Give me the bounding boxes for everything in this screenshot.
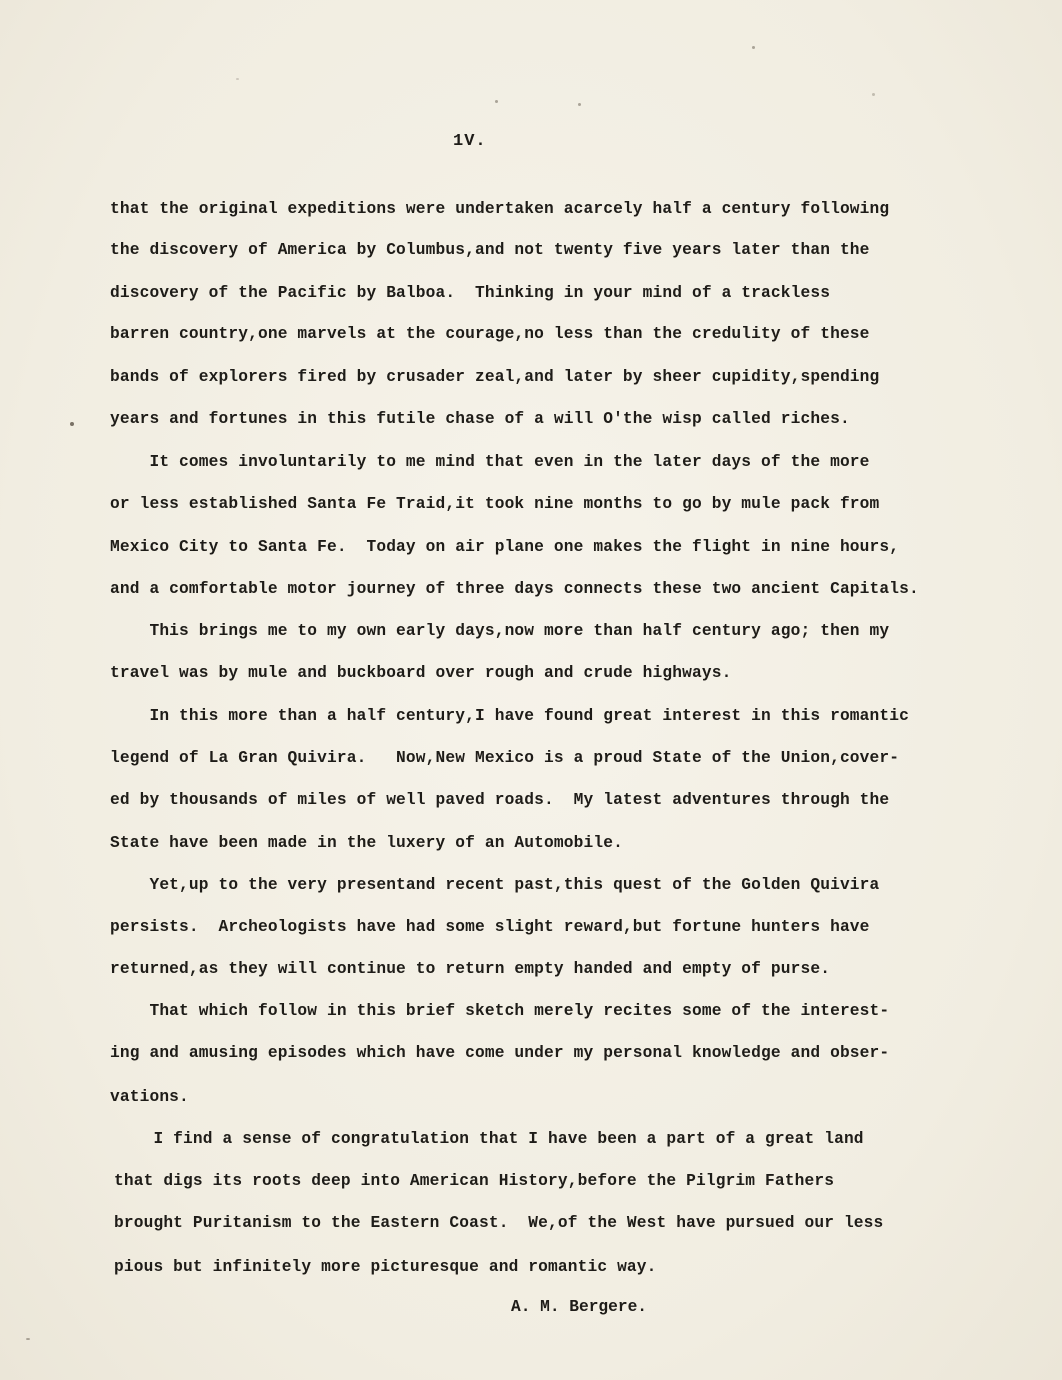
text-line: ing and amusing episodes which have come under my personal knowledge and obser- (110, 1044, 890, 1062)
signature: A. M. Bergere. (511, 1298, 647, 1316)
paper-speck (578, 103, 581, 106)
text-line: That which follow in this brief sketch merely recites some of the interest- (110, 1002, 890, 1020)
text-line: travel was by mule and buckboard over rough and crude highways. (110, 664, 732, 682)
text-line: This brings me to my own early days,now more than half century ago; then my (110, 622, 890, 640)
paper-speck (752, 46, 755, 49)
text-line: bands of explorers fired by crusader zeal,and later by sheer cupidity,spending (110, 368, 880, 386)
text-line: returned,as they will continue to return empty handed and empty of purse. (110, 960, 831, 978)
text-line: barren country,one marvels at the courage,no less than the credulity of these (110, 325, 870, 343)
paper-speck (872, 93, 875, 96)
text-line: vations. (110, 1088, 189, 1106)
text-line: legend of La Gran Quivira. Now,New Mexico is a proud State of the Union,cover- (110, 749, 900, 767)
text-line: or less established Santa Fe Traid,it took nine months to go by mule pack from (110, 495, 880, 513)
paper-speck (26, 1338, 30, 1340)
text-line: and a comfortable motor journey of three days connects these two ancient Capitals. (110, 580, 919, 598)
text-line: the discovery of America by Columbus,and not twenty five years later than the (110, 241, 870, 259)
text-line: In this more than a half century,I have found great interest in this romantic (110, 707, 909, 725)
page-number: 1V. (453, 132, 487, 151)
paper-speck (236, 78, 239, 80)
text-line: brought Puritanism to the Eastern Coast. We,of the West have pursued our less (114, 1214, 884, 1232)
text-line: that digs its roots deep into American History,before the Pilgrim Fathers (114, 1172, 835, 1190)
text-line: Mexico City to Santa Fe. Today on air plane one makes the flight in nine hours, (110, 538, 900, 556)
text-line: Yet,up to the very presentand recent past,this quest of the Golden Quivira (110, 876, 880, 894)
paper-speck (70, 422, 74, 426)
text-line: discovery of the Pacific by Balboa. Thinking in your mind of a trackless (110, 284, 831, 302)
text-line: pious but infinitely more picturesque and romantic way. (114, 1258, 657, 1276)
text-line: persists. Archeologists have had some slight reward,but fortune hunters have (110, 918, 870, 936)
text-line: State have been made in the luxery of an Automobile. (110, 834, 623, 852)
text-line: ed by thousands of miles of well paved roads. My latest adventures through the (110, 791, 890, 809)
text-line: I find a sense of congratulation that I have been a part of a great land (114, 1130, 864, 1148)
paper-speck (495, 100, 498, 103)
text-line: It comes involuntarily to me mind that even in the later days of the more (110, 453, 870, 471)
text-line: years and fortunes in this futile chase of a will O'the wisp called riches. (110, 410, 850, 428)
text-line: that the original expeditions were undertaken acarcely half a century following (110, 200, 890, 218)
